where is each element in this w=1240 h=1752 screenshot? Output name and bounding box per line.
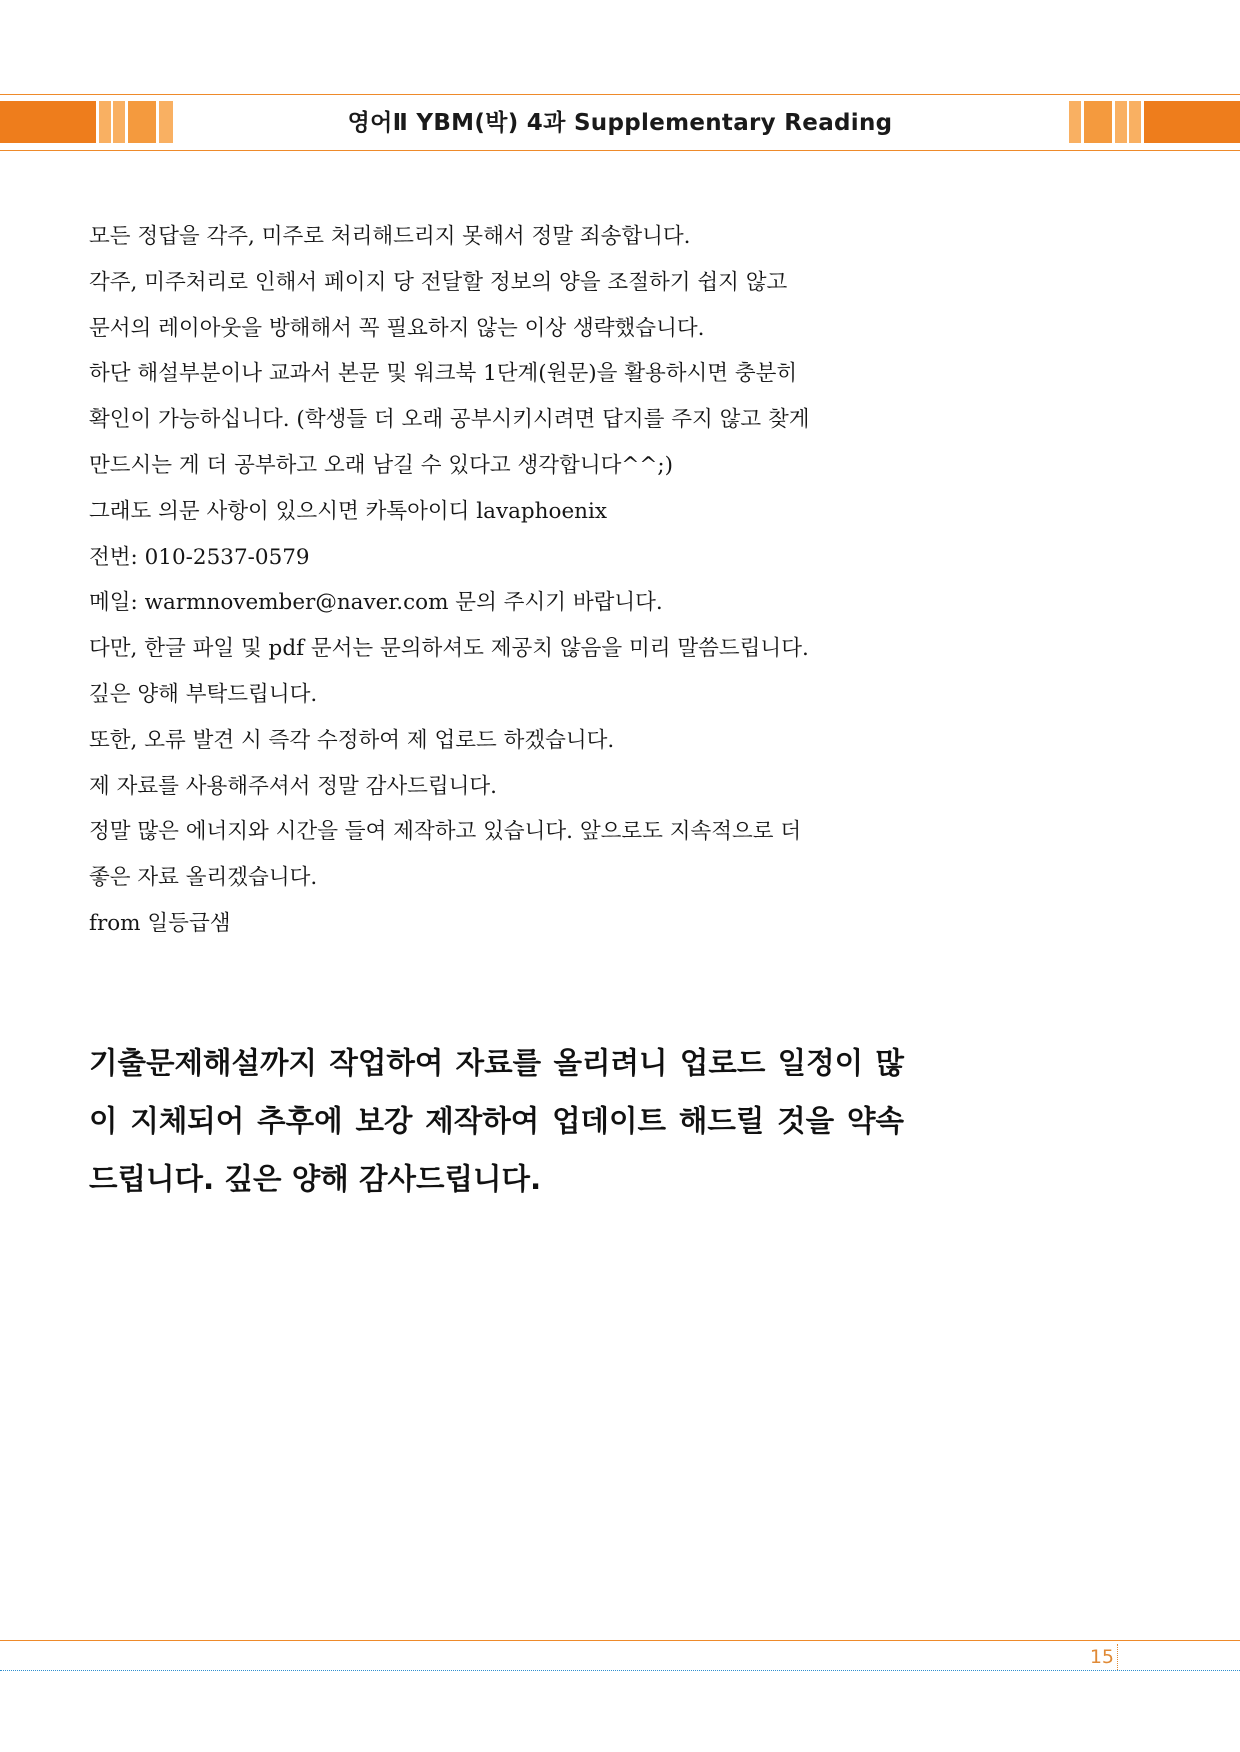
note-line: 다만, 한글 파일 및 pdf 문서는 문의하셔도 제공치 않음을 미리 말씀드립니다.: [89, 636, 809, 662]
header-right-bar-stripe: [1115, 101, 1127, 143]
note-line: 깊은 양해 부탁드립니다.: [89, 681, 318, 707]
header-bottom-rule: [0, 150, 1240, 151]
page-number: 15: [1089, 1646, 1114, 1668]
note-line: 하단 해설부분이나 교과서 본문 및 워크북 1단계(원문)을 활용하시면 충분히: [89, 361, 798, 387]
note-line: 문서의 레이아웃을 방해해서 꼭 필요하지 않는 이상 생략했습니다.: [89, 315, 705, 341]
note-line: 각주, 미주처리로 인해서 페이지 당 전달할 정보의 양을 조절하기 쉽지 않고: [89, 269, 788, 295]
page-number-divider: [1117, 1644, 1118, 1670]
note-line: 또한, 오류 발견 시 즉각 수정하여 제 업로드 하겠습니다.: [89, 727, 615, 753]
note-line: 만드시는 게 더 공부하고 오래 남길 수 있다고 생각합니다^^;): [89, 452, 674, 478]
footer-rule: [0, 1640, 1240, 1641]
signature-line: from 일등급샘: [89, 910, 231, 936]
note-line: 모든 정답을 각주, 미주로 처리해드리지 못해서 정말 죄송합니다.: [89, 224, 691, 249]
header-right-bar-stripe: [1129, 101, 1141, 143]
header-right-bar-solid: [1144, 101, 1240, 143]
footer-dotted-rule: [0, 1670, 1240, 1671]
update-notice: 기출문제해설까지 작업하여 자료를 올리려니 업로드 일정이 많이 지체되어 추후에 보강 제작하여 업데이트 해드릴 것을 약속드립니다. 깊은 양해 감사드립니다.: [89, 1046, 904, 1196]
header-top-rule: [0, 94, 1240, 95]
email-line: 메일: warmnovember@naver.com 문의 주시기 바랍니다.: [89, 590, 663, 616]
note-line: 제 자료를 사용해주셔서 정말 감사드립니다.: [89, 773, 498, 799]
note-line: 좋은 자료 올리겠습니다.: [89, 865, 318, 891]
note-line: 정말 많은 에너지와 시간을 들여 제작하고 있습니다. 앞으로도 지속적으로 더: [89, 819, 802, 845]
header-right-bar-stripe: [1084, 101, 1112, 143]
note-line: 확인이 가능하십니다. (학생들 더 오래 공부시키시려면 답지를 주지 않고 찾게: [89, 407, 810, 433]
note-line: 그래도 의문 사항이 있으시면 카톡아이디 lavaphoenix: [89, 498, 608, 524]
notes-list: [89, 214, 904, 947]
header-right-bar-stripe: [1069, 101, 1081, 143]
document-title: 영어Ⅱ YBM(박) 4과 Supplementary Reading: [347, 110, 893, 136]
phone-line: 전번: 010-2537-0579: [89, 544, 310, 570]
